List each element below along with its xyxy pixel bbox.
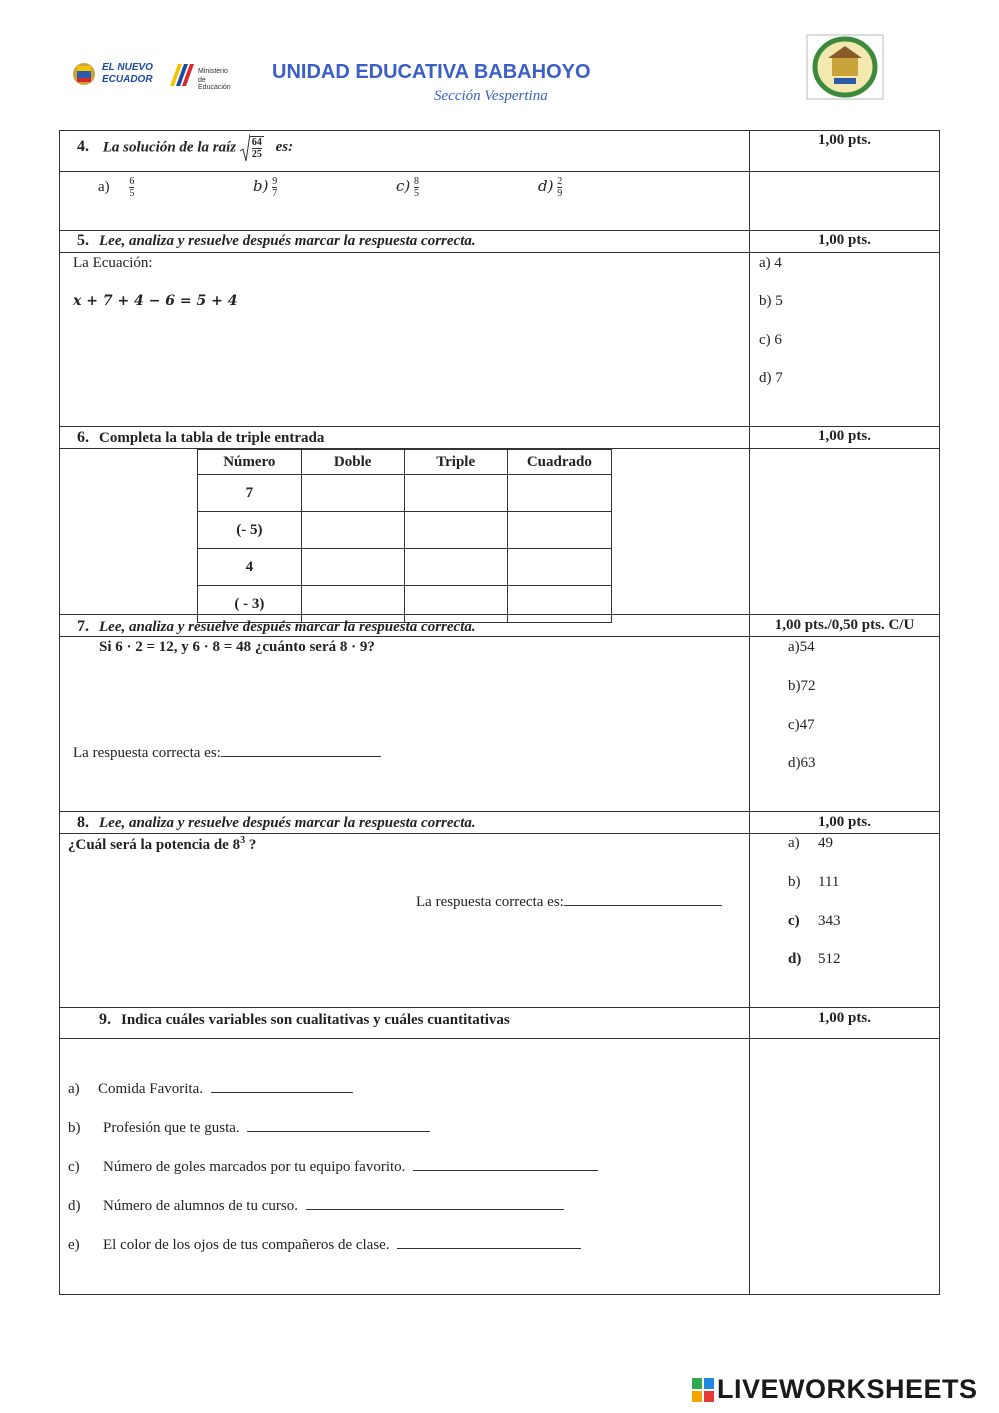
q7-option-c[interactable]: c)47 (788, 717, 815, 733)
radicand-denominator: 25 (251, 149, 262, 160)
col-header-doble: Doble (301, 450, 404, 475)
liveworksheets-logo (692, 1374, 978, 1405)
q8-exponent: 3 (240, 835, 246, 846)
q8-points: 1,00 pts. (818, 814, 871, 830)
row-number-cell: 7 (198, 475, 302, 512)
q5-option-b[interactable]: b) 5 (759, 293, 783, 309)
row-number-cell: 4 (198, 549, 302, 586)
q7-option-d[interactable]: d)63 (788, 755, 816, 771)
q5-option-c[interactable]: c) 6 (759, 332, 782, 348)
q7-option-a[interactable]: a)54 (788, 639, 815, 655)
q9-answer-blank[interactable] (306, 1197, 564, 1210)
answer-cell[interactable] (301, 512, 404, 549)
school-seal-icon (806, 34, 884, 100)
table-row (198, 586, 612, 623)
q8-option-c[interactable]: c) 343 (788, 913, 841, 929)
q5-option-d[interactable]: d) 7 (759, 370, 783, 386)
liveworksheets-grid-icon (692, 1378, 714, 1402)
q8-question: ¿Cuál será la potencia de $8^3$ ? (68, 835, 257, 853)
q6-points: 1,00 pts. (818, 428, 871, 444)
col-header-triple: Triple (404, 450, 507, 475)
school-name: UNIDAD EDUCATIVA BABAHOYO (272, 61, 591, 83)
q5-title: 5. Lee, analiza y resuelve después marcar la respuesta correcta. (77, 232, 476, 249)
q9-item-c: c) Número de goles marcados por tu equipo favorito. (68, 1158, 598, 1176)
ministry-label-1: Ministerio (198, 68, 228, 75)
q4-title-text: La solución de la raíz (102, 139, 237, 156)
q5-option-a[interactable]: a) 4 (759, 255, 782, 271)
q4-option-c[interactable]: c) $\frac{8}{5}$ (396, 176, 420, 199)
q4-points: 1,00 pts. (818, 132, 871, 148)
ministry-label-2: de Educación (198, 77, 231, 91)
ecuador-logo (70, 58, 240, 92)
q8-title: 8. Lee, analiza y resuelve después marcar la respuesta correcta. (77, 814, 476, 831)
answer-cell[interactable] (404, 512, 507, 549)
q4-radical (240, 133, 264, 163)
ecuador-brand-text: EL NUEVO ECUADOR (102, 62, 153, 85)
q4-option-d[interactable]: d) $\frac{2}{9}$ (538, 176, 563, 199)
col-header-numero: Número (198, 450, 302, 475)
q9-answer-blank[interactable] (211, 1080, 353, 1093)
col-header-cuadrado: Cuadrado (507, 450, 611, 475)
q4-title-suffix: es: (275, 139, 294, 156)
q9-item-e: e) El color de los ojos de tus compañeros de clase. (68, 1236, 581, 1254)
q6-title: 6. Completa la tabla de triple entrada (77, 429, 325, 446)
radicand-numerator: 64 (251, 137, 262, 148)
q7-answer-label: La respuesta correcta es: (73, 745, 221, 761)
answer-cell[interactable] (404, 586, 507, 623)
school-seal (806, 34, 884, 100)
table-row (198, 475, 612, 512)
q8-option-d[interactable]: d) 512 (788, 951, 841, 967)
q4-number: 4. (77, 138, 89, 156)
answer-cell[interactable] (301, 586, 404, 623)
triple-entry-table (197, 449, 612, 623)
q9-answer-blank[interactable] (397, 1236, 581, 1249)
q9-item-b: b) Profesión que te gusta. (68, 1119, 430, 1137)
q8-option-b[interactable]: b) 111 (788, 874, 840, 890)
table-header-row (198, 450, 612, 475)
q7-statement: Si 6 · 2 = 12, y 6 · 8 = 48 ¿cuánto será 8 · 9? (99, 639, 375, 655)
answer-cell[interactable] (507, 586, 611, 623)
q5-points: 1,00 pts. (818, 232, 871, 248)
q8-option-a[interactable]: a) 49 (788, 835, 833, 851)
q4-option-a[interactable]: a) $\frac{6}{5}$ (98, 176, 135, 199)
section-name: Sección Vespertina (434, 88, 548, 104)
answer-cell[interactable] (404, 475, 507, 512)
answer-cell[interactable] (301, 549, 404, 586)
q4-title (77, 133, 293, 163)
answer-cell[interactable] (507, 512, 611, 549)
answer-cell[interactable] (507, 475, 611, 512)
answer-cell[interactable] (301, 475, 404, 512)
q7-answer-blank[interactable] (221, 744, 381, 757)
q7-option-b[interactable]: b)72 (788, 678, 816, 694)
q9-answer-blank[interactable] (247, 1119, 430, 1132)
q5-label: La Ecuación: (73, 255, 153, 271)
q9-item-a: a) Comida Favorita. (68, 1080, 353, 1098)
q7-points: 1,00 pts./0,50 pts. C/U (774, 617, 915, 633)
q9-title: 9. Indica cuáles variables son cualitativas y cuáles cuantitativas (99, 1011, 510, 1028)
q8-answer-label: La respuesta correcta es: (416, 894, 564, 910)
answer-cell[interactable] (404, 549, 507, 586)
table-row (198, 512, 612, 549)
q5-equation: x + 7 + 4 − 6 = 5 + 4 (73, 293, 238, 309)
q7-title: 7. Lee, analiza y resuelve después marcar la respuesta correcta. (77, 618, 476, 635)
row-number-cell: (- 5) (198, 512, 302, 549)
liveworksheets-brand: LIVEWORKSHEETS (717, 1374, 978, 1404)
q9-points: 1,00 pts. (818, 1010, 871, 1026)
q8-answer-line (416, 893, 722, 911)
table-row (198, 549, 612, 586)
q9-item-d: d) Número de alumnos de tu curso. (68, 1197, 564, 1215)
q9-answer-blank[interactable] (413, 1158, 598, 1171)
q7-answer-line (73, 744, 381, 762)
q4-option-b[interactable]: b) $\frac{9}{7}$ (253, 176, 278, 199)
row-number-cell: ( - 3) (198, 586, 302, 623)
q8-answer-blank[interactable] (564, 893, 722, 906)
radical-icon (240, 133, 250, 163)
answer-cell[interactable] (507, 549, 611, 586)
